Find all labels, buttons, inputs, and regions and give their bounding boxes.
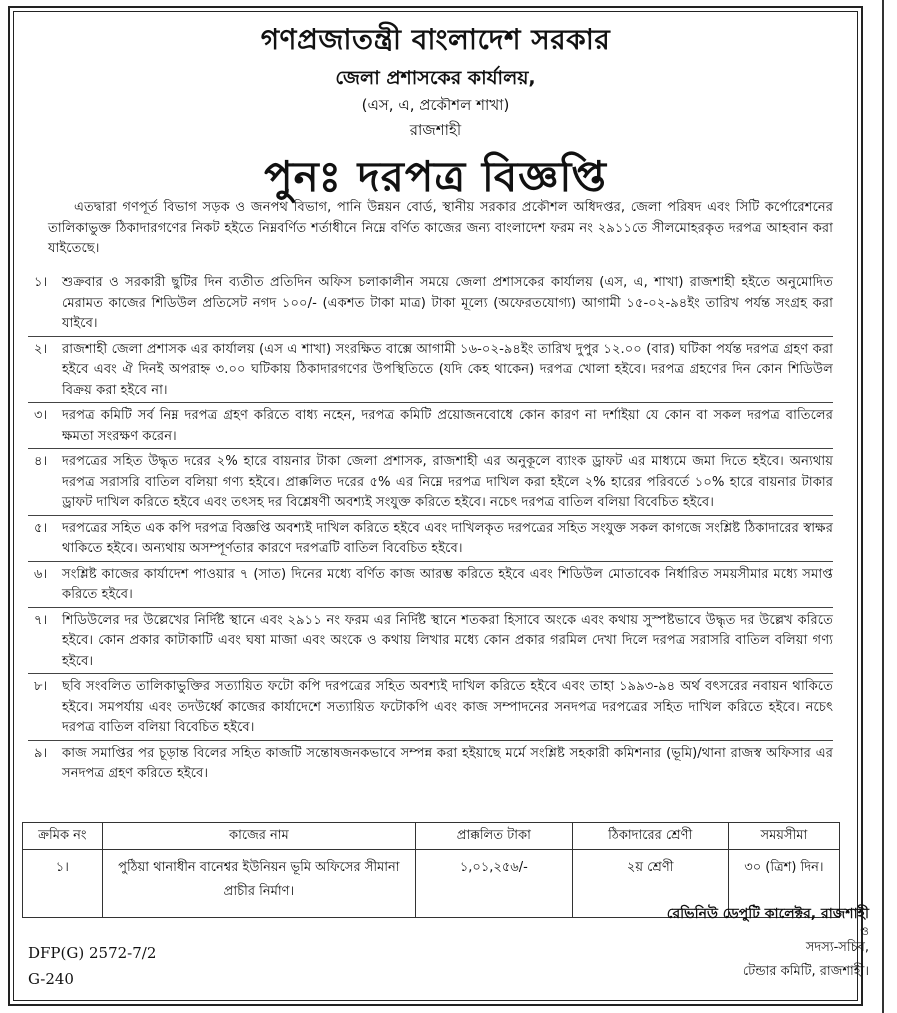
condition-item — [28, 452, 833, 516]
condition-text: দরপত্রের সহিত এক কপি দরপত্র বিজ্ঞপ্তি অবশ্যই দাখিল করিতে হইবে এবং দাখিলকৃত দরপত্রের সহিত সংযুক্ত সকল কাগজে সংশ্লিষ্ট ঠিকাদারের স্বাক্ষর থাকিতে হইবে। অন্যথায় অসম্পূর্ণতার কারণে দরপত্রটি বাতিল বিবেচিত হইবে। — [62, 520, 833, 556]
condition-text: দরপত্রের সহিত উদ্ধৃত দরের ২% হারে বায়নার টাকা জেলা প্রশাসক, রাজশাহী এর অনুকূলে ব্যাংক ড্রাফট এর মাধ্যমে জমা দিতে হইবে। অন্যথায় দরপত্র সরাসরি বাতিল বলিয়া গণ্য হইবে। প্রাক্কলিত দরের ৫% এর নিম্নে দরপত্র দাখিল করা হইলে ২% হারের পরিবর্তে ১০% হারে বায়নার টাকার ড্রাফট দাখিল করিতে হইবে এবং তৎসহ দর বিশ্লেষণী অবশ্যই সংযুক্ত করিতে হইবে। নচেৎ দরপত্র বাতিল বলিয়া বিবেচিত হইবে। — [62, 454, 833, 510]
condition-item — [28, 273, 833, 337]
signatory-and: ও — [860, 924, 869, 938]
condition-item — [28, 677, 833, 741]
intro-paragraph: এতদ্বারা গণপূর্ত বিভাগ সড়ক ও জনপথ বিভাগ, পানি উন্নয়ন বোর্ড, স্থানীয় সরকার প্রকৌশল অধিদপ্তর, জেলা পরিষদ এবং সিটি কর্পোরেশনের তালিকাভুক্ত ঠিকাদারগণের নিকট হইতে নিম্নবর্ণিত শর্তাধীনে নিম্নে বর্ণিত কাজের জন্য বাংলাদেশ ফরম নং ২৯১১তে সীলমোহরকৃত দরপত্র আহবান করা যাইতেছে। — [48, 200, 833, 256]
cell-estimate: ১,০১,২৫৬/- — [416, 850, 573, 918]
header-work-name: কাজের নাম — [102, 823, 415, 850]
g-number: G-240 — [28, 970, 74, 988]
condition-number: ৬। — [34, 566, 48, 582]
header-contractor-class: ঠিকাদারের শ্রেণী — [572, 823, 728, 850]
condition-text: দরপত্র কমিটি সর্ব নিম্ন দরপত্র গ্রহণ করিতে বাধ্য নহেন, দরপত্র কমিটি প্রয়োজনবোধে কোন কারণ না দর্শাইয়া যে কোন বা সকল দরপত্র বাতিলের ক্ষমতা সংরক্ষণ করেন। — [62, 408, 833, 444]
condition-number: ৪। — [34, 454, 48, 469]
condition-item — [28, 406, 833, 449]
branch-name: (এস, এ, প্রকৌশল শাখা) — [361, 96, 510, 114]
conditions-list — [28, 273, 833, 788]
condition-item — [28, 565, 833, 608]
cell-work-name: পুঠিয়া থানাধীন বানেশ্বর ইউনিয়ন ভূমি অফিসের সীমানা প্রাচীর নির্মাণ। — [102, 850, 415, 918]
city-name: রাজশাহী — [409, 121, 462, 139]
cell-contractor-class: ২য় শ্রেণী — [572, 850, 728, 918]
scan-edge-rule — [882, 0, 884, 1013]
condition-text: শিডিউলের দর উল্লেখের নির্দিষ্ট স্থানে এবং ২৯১১ নং ফরম এর নির্দিষ্ট স্থানে শতকরা হিসাবে অংকে এবং কথায় সুস্পষ্টভাবে উদ্ধৃত দর উল্লেখ করিতে হইবে। কোন প্রকার কাটাকাটি এবং ঘষা মাজা এবং অংকে ও কথায় লিখার মধ্যে কোন প্রকার গরমিল দেখা দিলে দরপত্র সরাসরি বাতিল বলিয়া গণ্য হইবে। — [62, 612, 833, 669]
condition-item — [28, 611, 833, 675]
condition-item — [28, 744, 833, 785]
cell-time-limit: ৩০ (ত্রিশ) দিন। — [728, 850, 839, 918]
condition-text: রাজশাহী জেলা প্রশাসক এর কার্যালয় (এস এ শাখা) সংরক্ষিত বাক্সে আগামী ১৬-০২-৯৪ইং তারিখ দুপুর ১২.০০ (বার) ঘটিকা পর্যন্ত দরপত্র গ্রহণ করা হইবে এবং ঐ দিনই অপরাহ্ন ৩.০০ ঘটিকায় ঠিকাদারগণের উপস্থিতিতে (যদি কেহ থাকেন) দরপত্র খোলা হইবে। দরপত্র গ্রহণের দিন কোন শিডিউল বিক্রয় করা হইবে না। — [62, 341, 833, 398]
condition-text: সংশ্লিষ্ট কাজের কার্যাদেশ পাওয়ার ৭ (সাত) দিনের মধ্যে বর্ণিত কাজ আরম্ভ করিতে হইবে এবং শিডিউল মোতাবেক নির্ধারিত সময়সীমার মধ্যে সমাপ্ত করিতে হইবে। — [62, 566, 833, 602]
condition-number: ৮। — [34, 679, 48, 694]
condition-item — [28, 340, 833, 404]
condition-number: ৩। — [34, 408, 48, 423]
condition-text: শুক্রবার ও সরকারী ছুটির দিন ব্যতীত প্রতিদিন অফিস চলাকালীন সময়ে জেলা প্রশাসকের কার্যালয় (এস, এ, শাখা) রাজশাহী হইতে অনুমোদিত মেরামত কাজের শিডিউল প্রতিসেট নগদ ১০০/- (একশত টাকা মাত্র) টাকা মূল্যে (অফেরতযোগ্য) আগামী ১৫-০২-৯৪ইং তারিখ পর্যন্ত সংগ্রহ করা যাইবে। — [62, 275, 833, 331]
office-name: জেলা প্রশাসকের কার্যালয়, — [335, 67, 536, 89]
notice-title: পুনঃ দরপত্র বিজ্ঞপ্তি — [264, 152, 607, 201]
government-name: গণপ্রজাতন্ত্রী বাংলাদেশ সরকার — [260, 23, 611, 56]
header-serial: ক্রমিক নং — [23, 823, 103, 850]
condition-text: কাজ সমাপ্তির পর চূড়ান্ত বিলের সহিত কাজটি সন্তোষজনকভাবে সম্পন্ন করা হইয়াছে মর্মে সংশ্লিষ্ট সহকারী কমিশনার (ভূমি)/থানা রাজস্ব অফিসার এর সনদপত্র গ্রহণ করিতে হইবে। — [62, 745, 833, 781]
header-estimate: প্রাক্কলিত টাকা — [416, 823, 573, 850]
cell-serial: ১। — [23, 850, 103, 918]
works-table-header-row — [23, 823, 840, 850]
condition-number: ৭। — [34, 612, 48, 628]
condition-number: ২। — [34, 341, 48, 357]
signatory-title: রেভিনিউ ডেপুটি কালেক্টর, রাজশাহী — [666, 906, 869, 922]
dfp-code: DFP(G) 2572-7/2 — [28, 944, 157, 962]
signatory-committee: টেন্ডার কমিটি, রাজশাহী। — [742, 964, 869, 979]
header-time-limit: সময়সীমা — [728, 823, 839, 850]
condition-text: ছবি সংবলিত তালিকাভুক্তির সত্যায়িত ফটো কপি দরপত্রের সহিত অবশ্যই দাখিল করিতে হইবে এবং তাহা ১৯৯৩-৯৪ অর্থ বৎসরের নবায়ন থাকিতে হইবে। সমপর্যায় এবং তদউর্ধ্বে কাজের কার্যাদেশে সত্যায়িত ফটোকপি এবং কাজ সম্পাদনের সনদপত্র দরপত্রের সহিত দাখিল করিতে হইবে। নচেৎ দরপত্র বাতিল বলিয়া বিবেচিত হইবে। — [62, 679, 833, 735]
signatory-role: সদস্য-সচিব, — [805, 940, 869, 955]
condition-number: ১। — [34, 275, 48, 290]
condition-number: ৫। — [34, 520, 48, 536]
condition-number: ৯। — [34, 745, 48, 761]
condition-item — [28, 519, 833, 562]
